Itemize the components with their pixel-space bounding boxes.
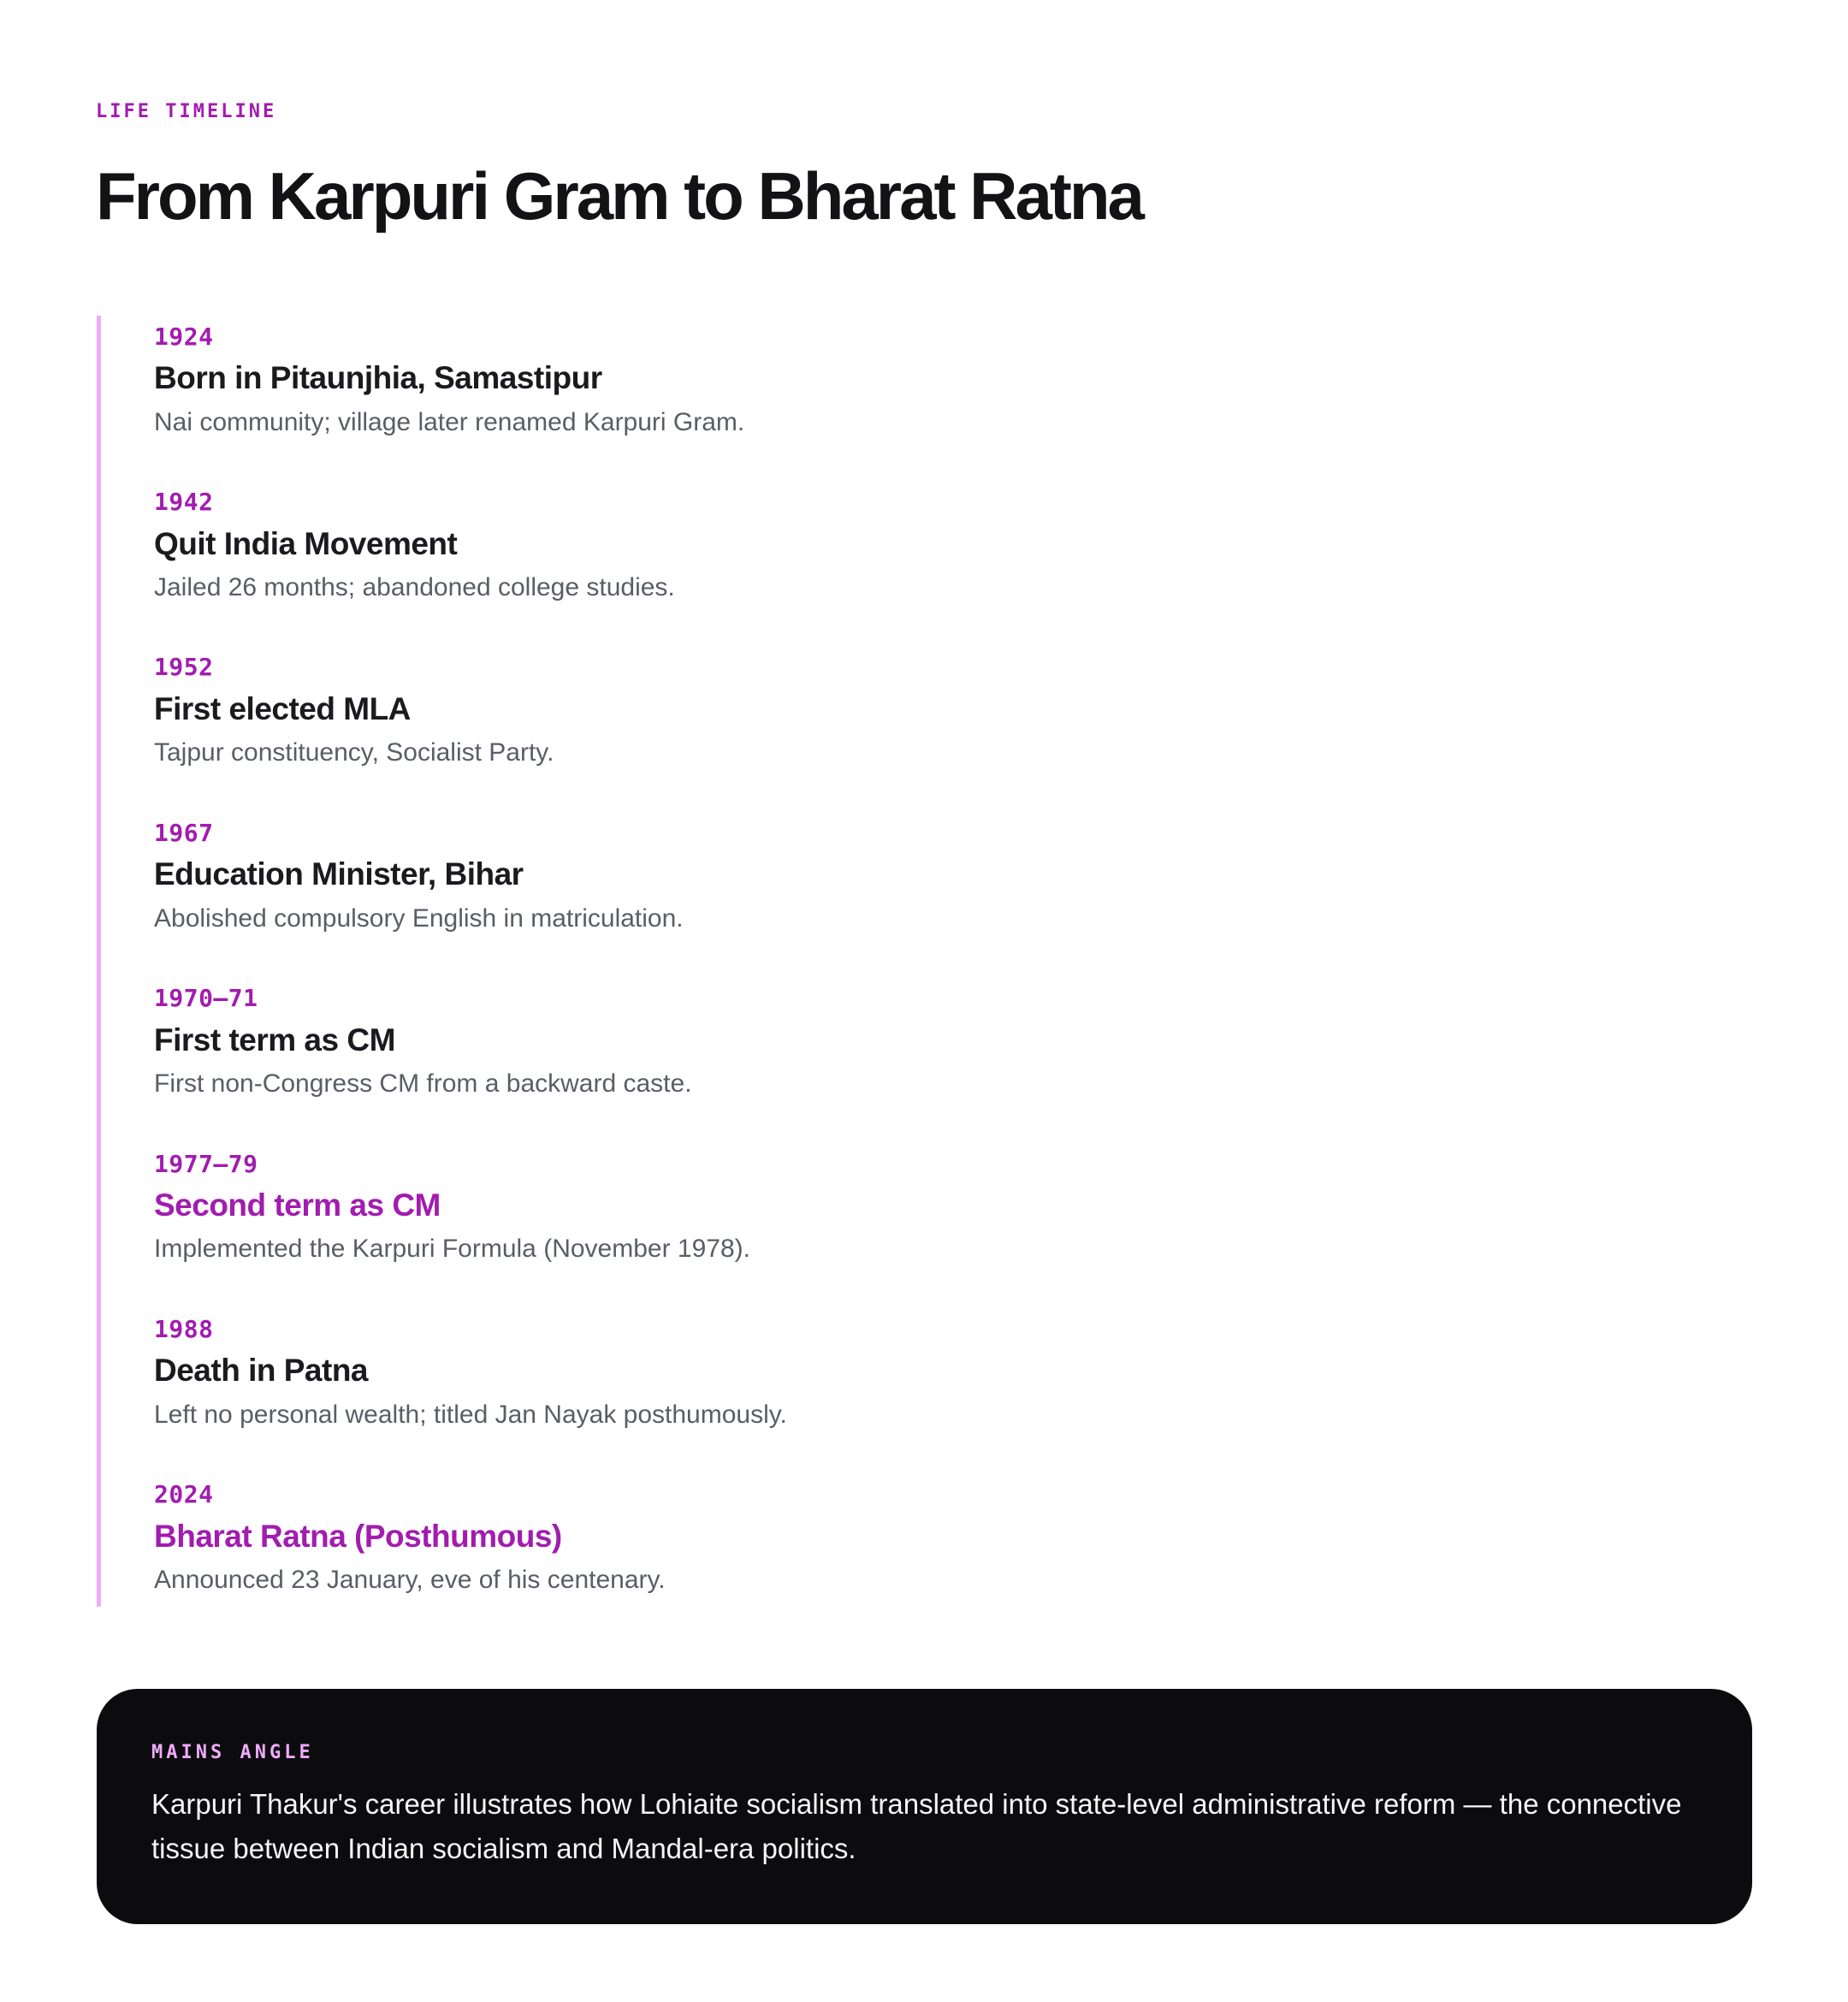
- timeline-entry: [154, 488, 1752, 605]
- timeline-entry: [154, 819, 1752, 936]
- eyebrow-label: LIFE TIMELINE: [96, 101, 277, 122]
- timeline-entry-title: Bharat Ratna (Posthumous): [154, 1518, 562, 1554]
- timeline-entry-year: 2024: [154, 1480, 214, 1509]
- timeline-entry-description: Announced 23 January, eve of his centenary.: [154, 1566, 666, 1595]
- timeline-entry: [154, 984, 1752, 1101]
- timeline-entry-title: Education Minister, Bihar: [154, 856, 524, 892]
- callout-label: MAINS ANGLE: [151, 1741, 314, 1763]
- timeline-entry-description: Left no personal wealth; titled Jan Nayak posthumously.: [154, 1400, 787, 1429]
- timeline-entry: [154, 653, 1752, 770]
- timeline-entry-title: First elected MLA: [154, 691, 411, 727]
- timeline-entry-title: Second term as CM: [154, 1188, 441, 1223]
- timeline-entry-year: 1924: [154, 322, 214, 351]
- mains-angle-callout: [97, 1689, 1752, 1924]
- page-title: From Karpuri Gram to Bharat Ratna: [96, 158, 1142, 234]
- timeline-entry-year: 1970–71: [154, 984, 258, 1013]
- timeline-entry-year: 1967: [154, 818, 214, 847]
- timeline-entry-description: Jailed 26 months; abandoned college studies.: [154, 572, 675, 601]
- callout-text: Karpuri Thakur's career illustrates how Lohiaite socialism translated into state-level administrative reform — the connective tissue between Indian socialism and Mandal-era politics.: [151, 1787, 1682, 1864]
- timeline-entry: [154, 1315, 1752, 1432]
- timeline-entry-title: Quit India Movement: [154, 525, 458, 561]
- timeline-entry-year: 1988: [154, 1314, 214, 1343]
- timeline-entry-description: Tajpur constituency, Socialist Party.: [154, 738, 554, 767]
- timeline-entry-title: Death in Patna: [154, 1353, 368, 1389]
- timeline: [97, 316, 1752, 1607]
- timeline-entry-year: 1942: [154, 488, 214, 517]
- timeline-entry-description: First non-Congress CM from a backward caste.: [154, 1069, 692, 1099]
- timeline-entry: [154, 1480, 1752, 1597]
- timeline-entry-description: Implemented the Karpuri Formula (November 1978).: [154, 1235, 750, 1264]
- timeline-entry: [154, 1150, 1752, 1267]
- timeline-entry-year: 1977–79: [154, 1149, 258, 1178]
- timeline-entry-title: First term as CM: [154, 1022, 395, 1057]
- timeline-entry-description: Abolished compulsory English in matriculation.: [154, 903, 684, 933]
- timeline-entry: [154, 323, 1752, 440]
- timeline-entry-title: Born in Pitaunjhia, Samastipur: [154, 360, 602, 396]
- timeline-entry-year: 1952: [154, 653, 214, 682]
- timeline-entry-description: Nai community; village later renamed Karpuri Gram.: [154, 407, 745, 436]
